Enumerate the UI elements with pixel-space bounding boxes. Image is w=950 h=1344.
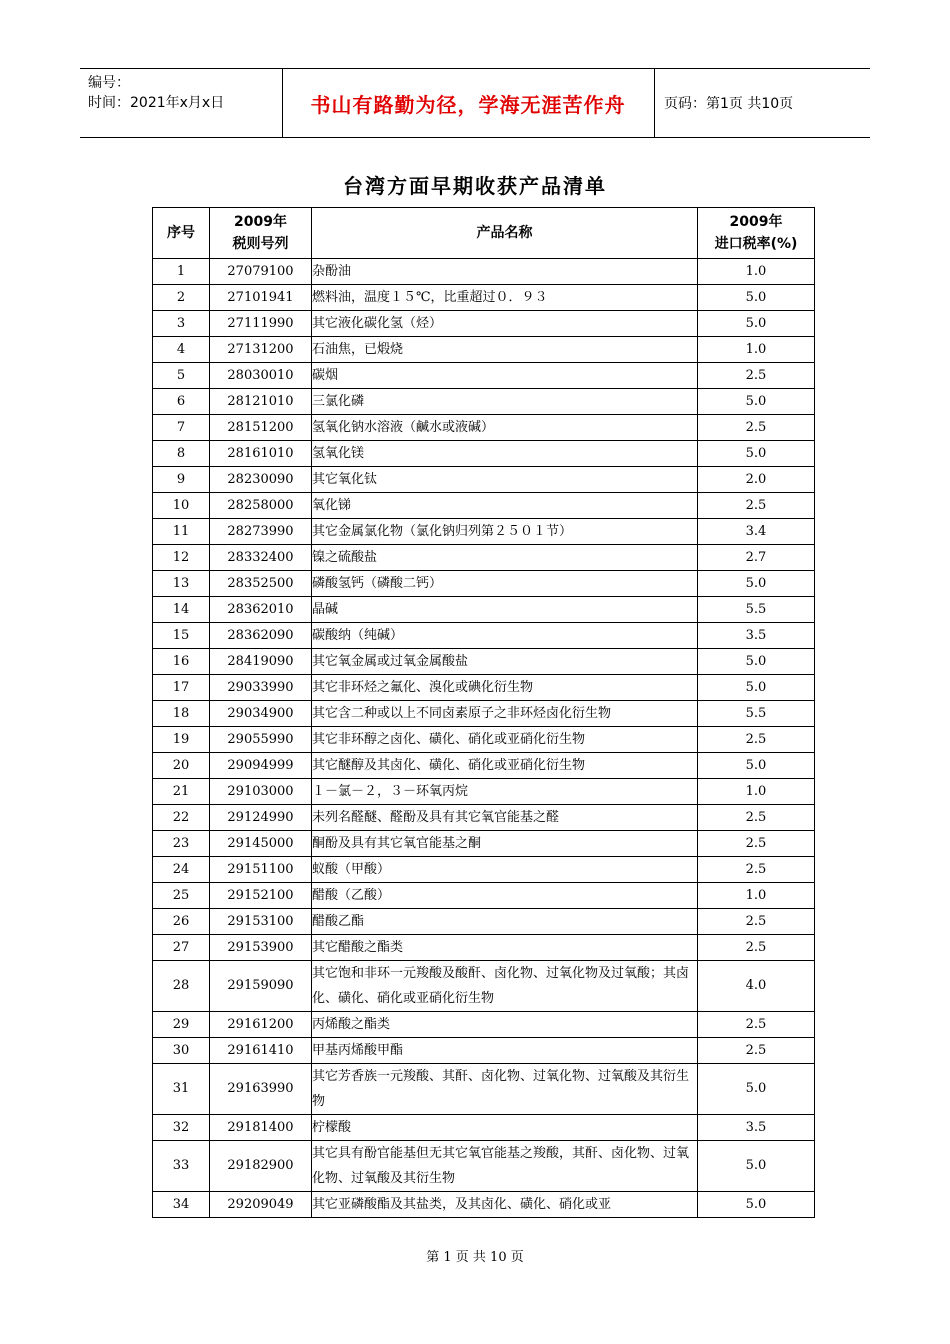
column-header-code-year: 2009年 (234, 214, 287, 230)
row-code: 28332400 (210, 545, 312, 571)
row-name: 未列名醛醚、醛酚及具有其它氧官能基之醛 (312, 805, 698, 831)
row-code: 28273990 (210, 519, 312, 545)
row-name: 甲基丙烯酸甲酯 (312, 1038, 698, 1064)
table-row (153, 857, 815, 883)
column-header-name: 产品名称 (312, 208, 698, 259)
row-name: 其它饱和非环一元羧酸及酸酐、卤化物、过氧化物及过氧酸；其卤化、磺化、硝化或亚硝化衍生物 (312, 961, 698, 1012)
row-name: 杂酚油 (312, 259, 698, 285)
row-code: 28362010 (210, 597, 312, 623)
table-row (153, 805, 815, 831)
row-name: 丙烯酸之酯类 (312, 1012, 698, 1038)
row-name: 其它氧金属或过氧金属酸盐 (312, 649, 698, 675)
row-rate: 5.0 (698, 649, 815, 675)
row-code: 29033990 (210, 675, 312, 701)
row-seq: 8 (153, 441, 210, 467)
row-name: 其它含二种或以上不同卤素原子之非环烃卤化衍生物 (312, 701, 698, 727)
row-name: 碳酸纳（纯碱） (312, 623, 698, 649)
row-name: 石油焦，已煅烧 (312, 337, 698, 363)
row-seq: 34 (153, 1192, 210, 1218)
row-code: 29163990 (210, 1064, 312, 1115)
row-rate: 5.5 (698, 597, 815, 623)
table-row (153, 649, 815, 675)
row-rate: 3.5 (698, 623, 815, 649)
table-row (153, 389, 815, 415)
header-page-info: 页码：第1页 共10页 (664, 96, 794, 112)
row-name: 氢氧化钠水溶液（鹹水或液碱） (312, 415, 698, 441)
page-footer: 第 1 页 共 10 页 (426, 1250, 524, 1265)
row-rate: 5.0 (698, 441, 815, 467)
row-name: 酮酚及具有其它氧官能基之酮 (312, 831, 698, 857)
row-code: 28121010 (210, 389, 312, 415)
table-row (153, 1064, 815, 1115)
row-name: 燃料油，温度１５℃，比重超过０．９３ (312, 285, 698, 311)
table-row (153, 623, 815, 649)
header-divider (654, 69, 655, 137)
row-code: 29209049 (210, 1192, 312, 1218)
row-name: 蚁酸（甲酸） (312, 857, 698, 883)
row-code: 29182900 (210, 1141, 312, 1192)
document-number-label: 编号： (88, 75, 130, 91)
row-code: 29151100 (210, 857, 312, 883)
row-code: 28352500 (210, 571, 312, 597)
row-rate: 3.5 (698, 1115, 815, 1141)
header-meta (88, 73, 284, 113)
row-seq: 2 (153, 285, 210, 311)
row-seq: 22 (153, 805, 210, 831)
row-name: 晶碱 (312, 597, 698, 623)
table-row (153, 961, 815, 1012)
table-row (153, 675, 815, 701)
table-row (153, 415, 815, 441)
row-rate: 1.0 (698, 259, 815, 285)
row-code: 29145000 (210, 831, 312, 857)
row-code: 28258000 (210, 493, 312, 519)
row-name: 其它芳香族一元羧酸、其酐、卤化物、过氧化物、过氧酸及其衍生物 (312, 1064, 698, 1115)
row-rate: 2.5 (698, 857, 815, 883)
row-seq: 31 (153, 1064, 210, 1115)
row-rate: 2.0 (698, 467, 815, 493)
row-code: 29159090 (210, 961, 312, 1012)
row-seq: 14 (153, 597, 210, 623)
table-row (153, 883, 815, 909)
row-code: 29055990 (210, 727, 312, 753)
row-code: 27101941 (210, 285, 312, 311)
row-name: 醋酸（乙酸） (312, 883, 698, 909)
table-header-row (153, 208, 815, 259)
row-seq: 13 (153, 571, 210, 597)
table-row (153, 467, 815, 493)
row-name: 其它亚磷酸酯及其盐类，及其卤化、磺化、硝化或亚 (312, 1192, 698, 1218)
row-code: 27131200 (210, 337, 312, 363)
row-seq: 23 (153, 831, 210, 857)
row-code: 29103000 (210, 779, 312, 805)
row-seq: 26 (153, 909, 210, 935)
row-name: 其它非环醇之卤化、磺化、硝化或亚硝化衍生物 (312, 727, 698, 753)
row-name: 柠檬酸 (312, 1115, 698, 1141)
table-row (153, 519, 815, 545)
row-seq: 6 (153, 389, 210, 415)
row-rate: 5.5 (698, 701, 815, 727)
row-seq: 17 (153, 675, 210, 701)
document-time-label: 时间：2021年x月x日 (88, 95, 225, 111)
row-rate: 3.4 (698, 519, 815, 545)
row-seq: 1 (153, 259, 210, 285)
row-seq: 5 (153, 363, 210, 389)
row-rate: 5.0 (698, 675, 815, 701)
table-row (153, 1115, 815, 1141)
column-header-rate (698, 208, 815, 259)
row-rate: 5.0 (698, 753, 815, 779)
row-rate: 1.0 (698, 883, 815, 909)
row-code: 29152100 (210, 883, 312, 909)
row-code: 29034900 (210, 701, 312, 727)
row-rate: 2.5 (698, 909, 815, 935)
column-header-code (210, 208, 312, 259)
row-name: 碳烟 (312, 363, 698, 389)
row-code: 29153900 (210, 935, 312, 961)
row-code: 29181400 (210, 1115, 312, 1141)
row-seq: 11 (153, 519, 210, 545)
row-code: 28030010 (210, 363, 312, 389)
table-row (153, 493, 815, 519)
row-name: 其它金属氯化物（氯化钠归列第２５０１节） (312, 519, 698, 545)
row-seq: 25 (153, 883, 210, 909)
row-rate: 5.0 (698, 311, 815, 337)
row-rate: 2.5 (698, 1038, 815, 1064)
row-seq: 32 (153, 1115, 210, 1141)
column-header-rate-year: 2009年 (729, 214, 783, 230)
row-seq: 20 (153, 753, 210, 779)
row-rate: 5.0 (698, 571, 815, 597)
row-code: 28362090 (210, 623, 312, 649)
row-seq: 28 (153, 961, 210, 1012)
row-seq: 29 (153, 1012, 210, 1038)
row-rate: 2.5 (698, 831, 815, 857)
row-rate: 1.0 (698, 779, 815, 805)
row-code: 28419090 (210, 649, 312, 675)
table-row (153, 1192, 815, 1218)
table-row (153, 935, 815, 961)
row-seq: 24 (153, 857, 210, 883)
row-name: 氢氧化镁 (312, 441, 698, 467)
row-name: 其它氧化钛 (312, 467, 698, 493)
table-row (153, 311, 815, 337)
table-row (153, 337, 815, 363)
table-row (153, 363, 815, 389)
header-slogan: 书山有路勤为径，学海无涯苦作舟 (310, 92, 626, 117)
column-header-rate-label: 进口税率(%) (714, 236, 798, 252)
row-rate: 2.5 (698, 935, 815, 961)
row-name: 镍之硫酸盐 (312, 545, 698, 571)
row-rate: 5.0 (698, 1141, 815, 1192)
row-seq: 19 (153, 727, 210, 753)
row-seq: 33 (153, 1141, 210, 1192)
row-seq: 7 (153, 415, 210, 441)
row-name: 其它液化碳化氢（烃） (312, 311, 698, 337)
document-title: 台湾方面早期收获产品清单 (343, 174, 607, 198)
row-seq: 9 (153, 467, 210, 493)
row-rate: 4.0 (698, 961, 815, 1012)
row-rate: 2.5 (698, 805, 815, 831)
row-seq: 30 (153, 1038, 210, 1064)
table-row (153, 727, 815, 753)
row-name: 其它醚醇及其卤化、磺化、硝化或亚硝化衍生物 (312, 753, 698, 779)
column-header-code-label: 税则号列 (232, 236, 289, 252)
row-code: 29161410 (210, 1038, 312, 1064)
row-seq: 27 (153, 935, 210, 961)
row-rate: 5.0 (698, 389, 815, 415)
row-rate: 5.0 (698, 285, 815, 311)
row-rate: 2.5 (698, 415, 815, 441)
table-row (153, 441, 815, 467)
row-rate: 2.5 (698, 363, 815, 389)
row-rate: 5.0 (698, 1192, 815, 1218)
row-rate: 1.0 (698, 337, 815, 363)
table-row (153, 571, 815, 597)
row-seq: 12 (153, 545, 210, 571)
table-row (153, 1012, 815, 1038)
row-code: 28151200 (210, 415, 312, 441)
row-rate: 2.7 (698, 545, 815, 571)
row-code: 29094999 (210, 753, 312, 779)
table-row (153, 779, 815, 805)
row-name: 三氯化磷 (312, 389, 698, 415)
row-code: 28161010 (210, 441, 312, 467)
table-row (153, 1141, 815, 1192)
row-rate: 2.5 (698, 1012, 815, 1038)
page-header (80, 68, 870, 138)
table-row (153, 701, 815, 727)
row-seq: 16 (153, 649, 210, 675)
row-rate: 2.5 (698, 727, 815, 753)
table-row (153, 545, 815, 571)
row-rate: 2.5 (698, 493, 815, 519)
table-row (153, 285, 815, 311)
row-name: 氧化锑 (312, 493, 698, 519)
table-row (153, 753, 815, 779)
row-code: 27079100 (210, 259, 312, 285)
row-seq: 21 (153, 779, 210, 805)
row-name: 醋酸乙酯 (312, 909, 698, 935)
row-name: １－氯－２，３－环氧丙烷 (312, 779, 698, 805)
row-name: 其它醋酸之酯类 (312, 935, 698, 961)
table-row (153, 597, 815, 623)
row-code: 29153100 (210, 909, 312, 935)
row-seq: 10 (153, 493, 210, 519)
row-code: 29124990 (210, 805, 312, 831)
table-row (153, 259, 815, 285)
table-row (153, 909, 815, 935)
table-row (153, 1038, 815, 1064)
row-name: 其它具有酚官能基但无其它氧官能基之羧酸，其酐、卤化物、过氧化物、过氧酸及其衍生物 (312, 1141, 698, 1192)
products-table (152, 207, 815, 1218)
row-name: 磷酸氢钙（磷酸二钙） (312, 571, 698, 597)
row-seq: 15 (153, 623, 210, 649)
row-seq: 4 (153, 337, 210, 363)
table-body (153, 259, 815, 1218)
row-code: 29161200 (210, 1012, 312, 1038)
row-seq: 3 (153, 311, 210, 337)
row-code: 28230090 (210, 467, 312, 493)
row-name: 其它非环烃之氟化、溴化或碘化衍生物 (312, 675, 698, 701)
row-seq: 18 (153, 701, 210, 727)
column-header-seq: 序号 (153, 208, 210, 259)
row-code: 27111990 (210, 311, 312, 337)
row-rate: 5.0 (698, 1064, 815, 1115)
table-row (153, 831, 815, 857)
